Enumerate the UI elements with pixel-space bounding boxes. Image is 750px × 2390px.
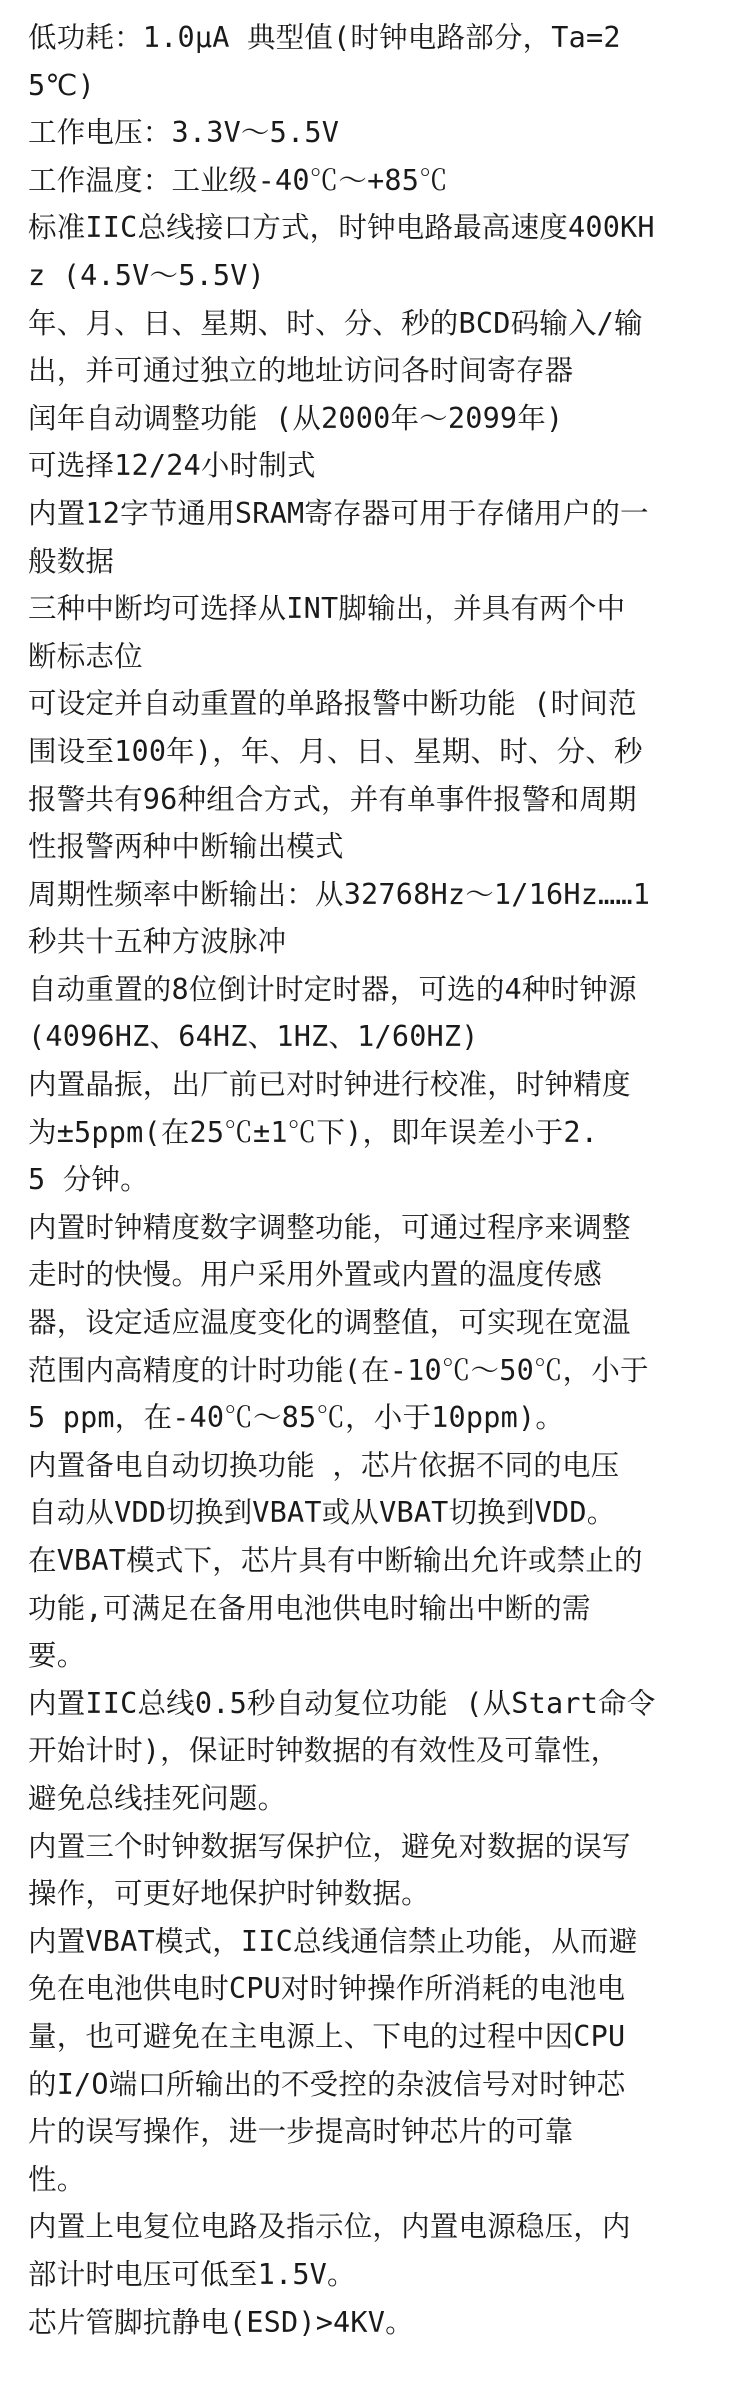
feature-vbat-interrupt: 在VBAT模式下，芯片具有中断输出允许或禁止的 功能,可满足在备用电池供电时输出中断的需 要。 bbox=[28, 1544, 643, 1673]
feature-iic-auto-reset: 内置IIC总线0.5秒自动复位功能 (从Start命令 开始计时)，保证时钟数据的有效性及可靠性， 避免总线挂死问题。 bbox=[28, 1686, 656, 1815]
feature-interrupt-output: 三种中断均可选择从INT脚输出，并具有两个中 断标志位 bbox=[28, 592, 626, 673]
feature-vbat-iic-disable: 内置VBAT模式，IIC总线通信禁止功能，从而避 免在电池供电时CPU对时钟操作所消耗的电池电 量，也可避免在主电源上、下电的过程中因CPU 的I/O端口所输出的不受控的杂波信号对时钟芯 片的误写操作，进一步提高时钟芯片的可靠 性。 bbox=[28, 1924, 638, 2196]
feature-crystal-calibration: 内置晶振，出厂前已对时钟进行校准，时钟精度 为±5ppm(在25℃±1℃下)，即年误差小于2. 5 分钟。 bbox=[28, 1068, 631, 1197]
feature-12-24-hour: 可选择12/24小时制式 bbox=[28, 449, 316, 483]
feature-write-protect: 内置三个时钟数据写保护位，避免对数据的误写 操作，可更好地保护时钟数据。 bbox=[28, 1829, 631, 1911]
feature-operating-voltage: 工作电压：3.3V～5.5V bbox=[28, 116, 340, 150]
feature-operating-temperature: 工作温度：工业级-40℃～+85℃ bbox=[28, 163, 448, 197]
feature-low-power: 低功耗：1.0μA 典型值(时钟电路部分，Ta=2 5℃) bbox=[28, 21, 621, 102]
feature-countdown-timer: 自动重置的8位倒计时定时器，可选的4种时钟源 (4096HZ、64HZ、1HZ、1/60HZ) bbox=[28, 972, 637, 1054]
feature-leap-year: 闰年自动调整功能 (从2000年～2099年) bbox=[28, 401, 564, 435]
feature-alarm-interrupt: 可设定并自动重置的单路报警中断功能 (时间范 围设至100年)，年、月、日、星期、时、分、秒 报警共有96种组合方式，并有单事件报警和周期 性报警两种中断输出模式 bbox=[28, 687, 643, 864]
feature-iic-interface: 标准IIC总线接口方式，时钟电路最高速度400KH z (4.5V～5.5V) bbox=[28, 211, 655, 292]
feature-digital-adjustment: 内置时钟精度数字调整功能，可通过程序来调整 走时的快慢。用户采用外置或内置的温度传感 器，设定适应温度变化的调整值，可实现在宽温 范围内高精度的计时功能(在-10℃～50℃，小于 5 ppm，在-40℃～85℃，小于10ppm)。 bbox=[28, 1210, 649, 1435]
feature-periodic-interrupt: 周期性频率中断输出：从32768Hz～1/16Hz……1 秒共十五种方波脉冲 bbox=[28, 877, 651, 959]
feature-power-on-reset: 内置上电复位电路及指示位，内置电源稳压，内 部计时电压可低至1.5V。 bbox=[28, 2210, 631, 2291]
feature-bcd-io: 年、月、日、星期、时、分、秒的BCD码输入/输 出，并可通过独立的地址访问各时间寄存器 bbox=[28, 306, 643, 388]
feature-backup-switch: 内置备电自动切换功能 ，芯片依据不同的电压 自动从VDD切换到VBAT或从VBAT切换到VDD。 bbox=[28, 1448, 620, 1530]
feature-esd: 芯片管脚抗静电(ESD)>4KV。 bbox=[28, 2305, 414, 2339]
feature-sram: 内置12字节通用SRAM寄存器可用于存储用户的一 般数据 bbox=[28, 496, 649, 578]
